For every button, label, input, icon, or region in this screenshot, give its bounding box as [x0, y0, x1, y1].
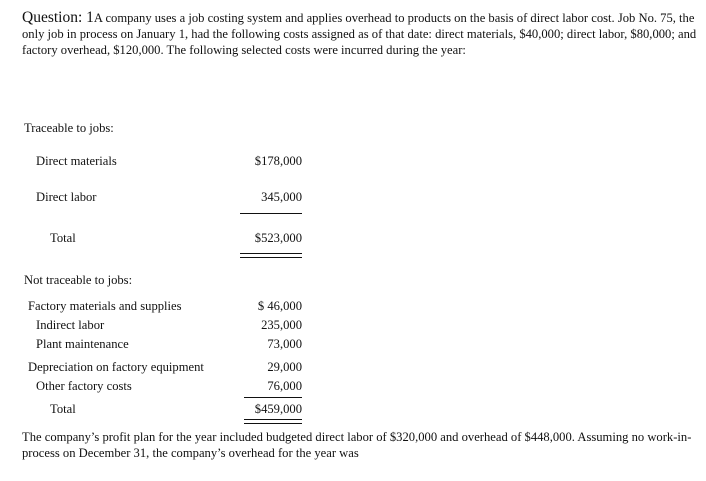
total-double-rule-bottom [240, 257, 302, 258]
not-traceable-total-value: $459,000 [254, 402, 302, 416]
question-body: A company uses a job costing system and applies overhead to products on the basis of direct labor cost. Job No. 75, the only job in process on January 1, had the following costs assigned as of that date: direct materials, $40,000; direct labor, $80,000; and factory overhead, $120,000. The following selected costs were incurred during the year: [22, 11, 697, 57]
question-text [22, 10, 698, 58]
traceable-label-direct-materials: Direct materials [36, 154, 117, 168]
not-traceable-label-plant-maintenance: Plant maintenance [36, 337, 129, 351]
traceable-label-direct-labor: Direct labor [36, 190, 97, 204]
not-traceable-label-indirect-labor: Indirect labor [36, 318, 105, 332]
not-traceable-heading: Not traceable to jobs: [24, 273, 133, 287]
total-double-rule-top [240, 253, 302, 254]
footer-text: The company’s profit plan for the year included budgeted direct labor of $320,000 and overhead of $448,000. Assuming no work-in-process on December 31, the company’s overhead for the year was [22, 430, 692, 460]
subtotal-rule [240, 213, 302, 214]
traceable-heading: Traceable to jobs: [24, 121, 114, 135]
not-traceable-label-depreciation: Depreciation on factory equipment [28, 360, 204, 374]
not-traceable-value-plant-maintenance: 73,000 [267, 337, 302, 351]
traceable-total-value: $523,000 [254, 231, 302, 245]
total-double-rule-bottom-2 [244, 423, 302, 424]
not-traceable-total-label: Total [50, 402, 76, 416]
not-traceable-label-other-factory-costs: Other factory costs [36, 379, 132, 393]
subtotal-rule-2 [244, 397, 302, 398]
traceable-value-direct-labor: 345,000 [261, 190, 302, 204]
question-prefix: Question: 1 [22, 9, 94, 26]
total-double-rule-top-2 [244, 419, 302, 420]
not-traceable-value-indirect-labor: 235,000 [261, 318, 302, 332]
traceable-total-label: Total [50, 231, 76, 245]
not-traceable-label-factory-materials: Factory materials and supplies [28, 299, 182, 313]
traceable-value-direct-materials: $178,000 [254, 154, 302, 168]
not-traceable-value-other-factory-costs: 76,000 [267, 379, 302, 393]
not-traceable-value-depreciation: 29,000 [267, 360, 302, 374]
not-traceable-value-factory-materials: $ 46,000 [257, 299, 302, 313]
